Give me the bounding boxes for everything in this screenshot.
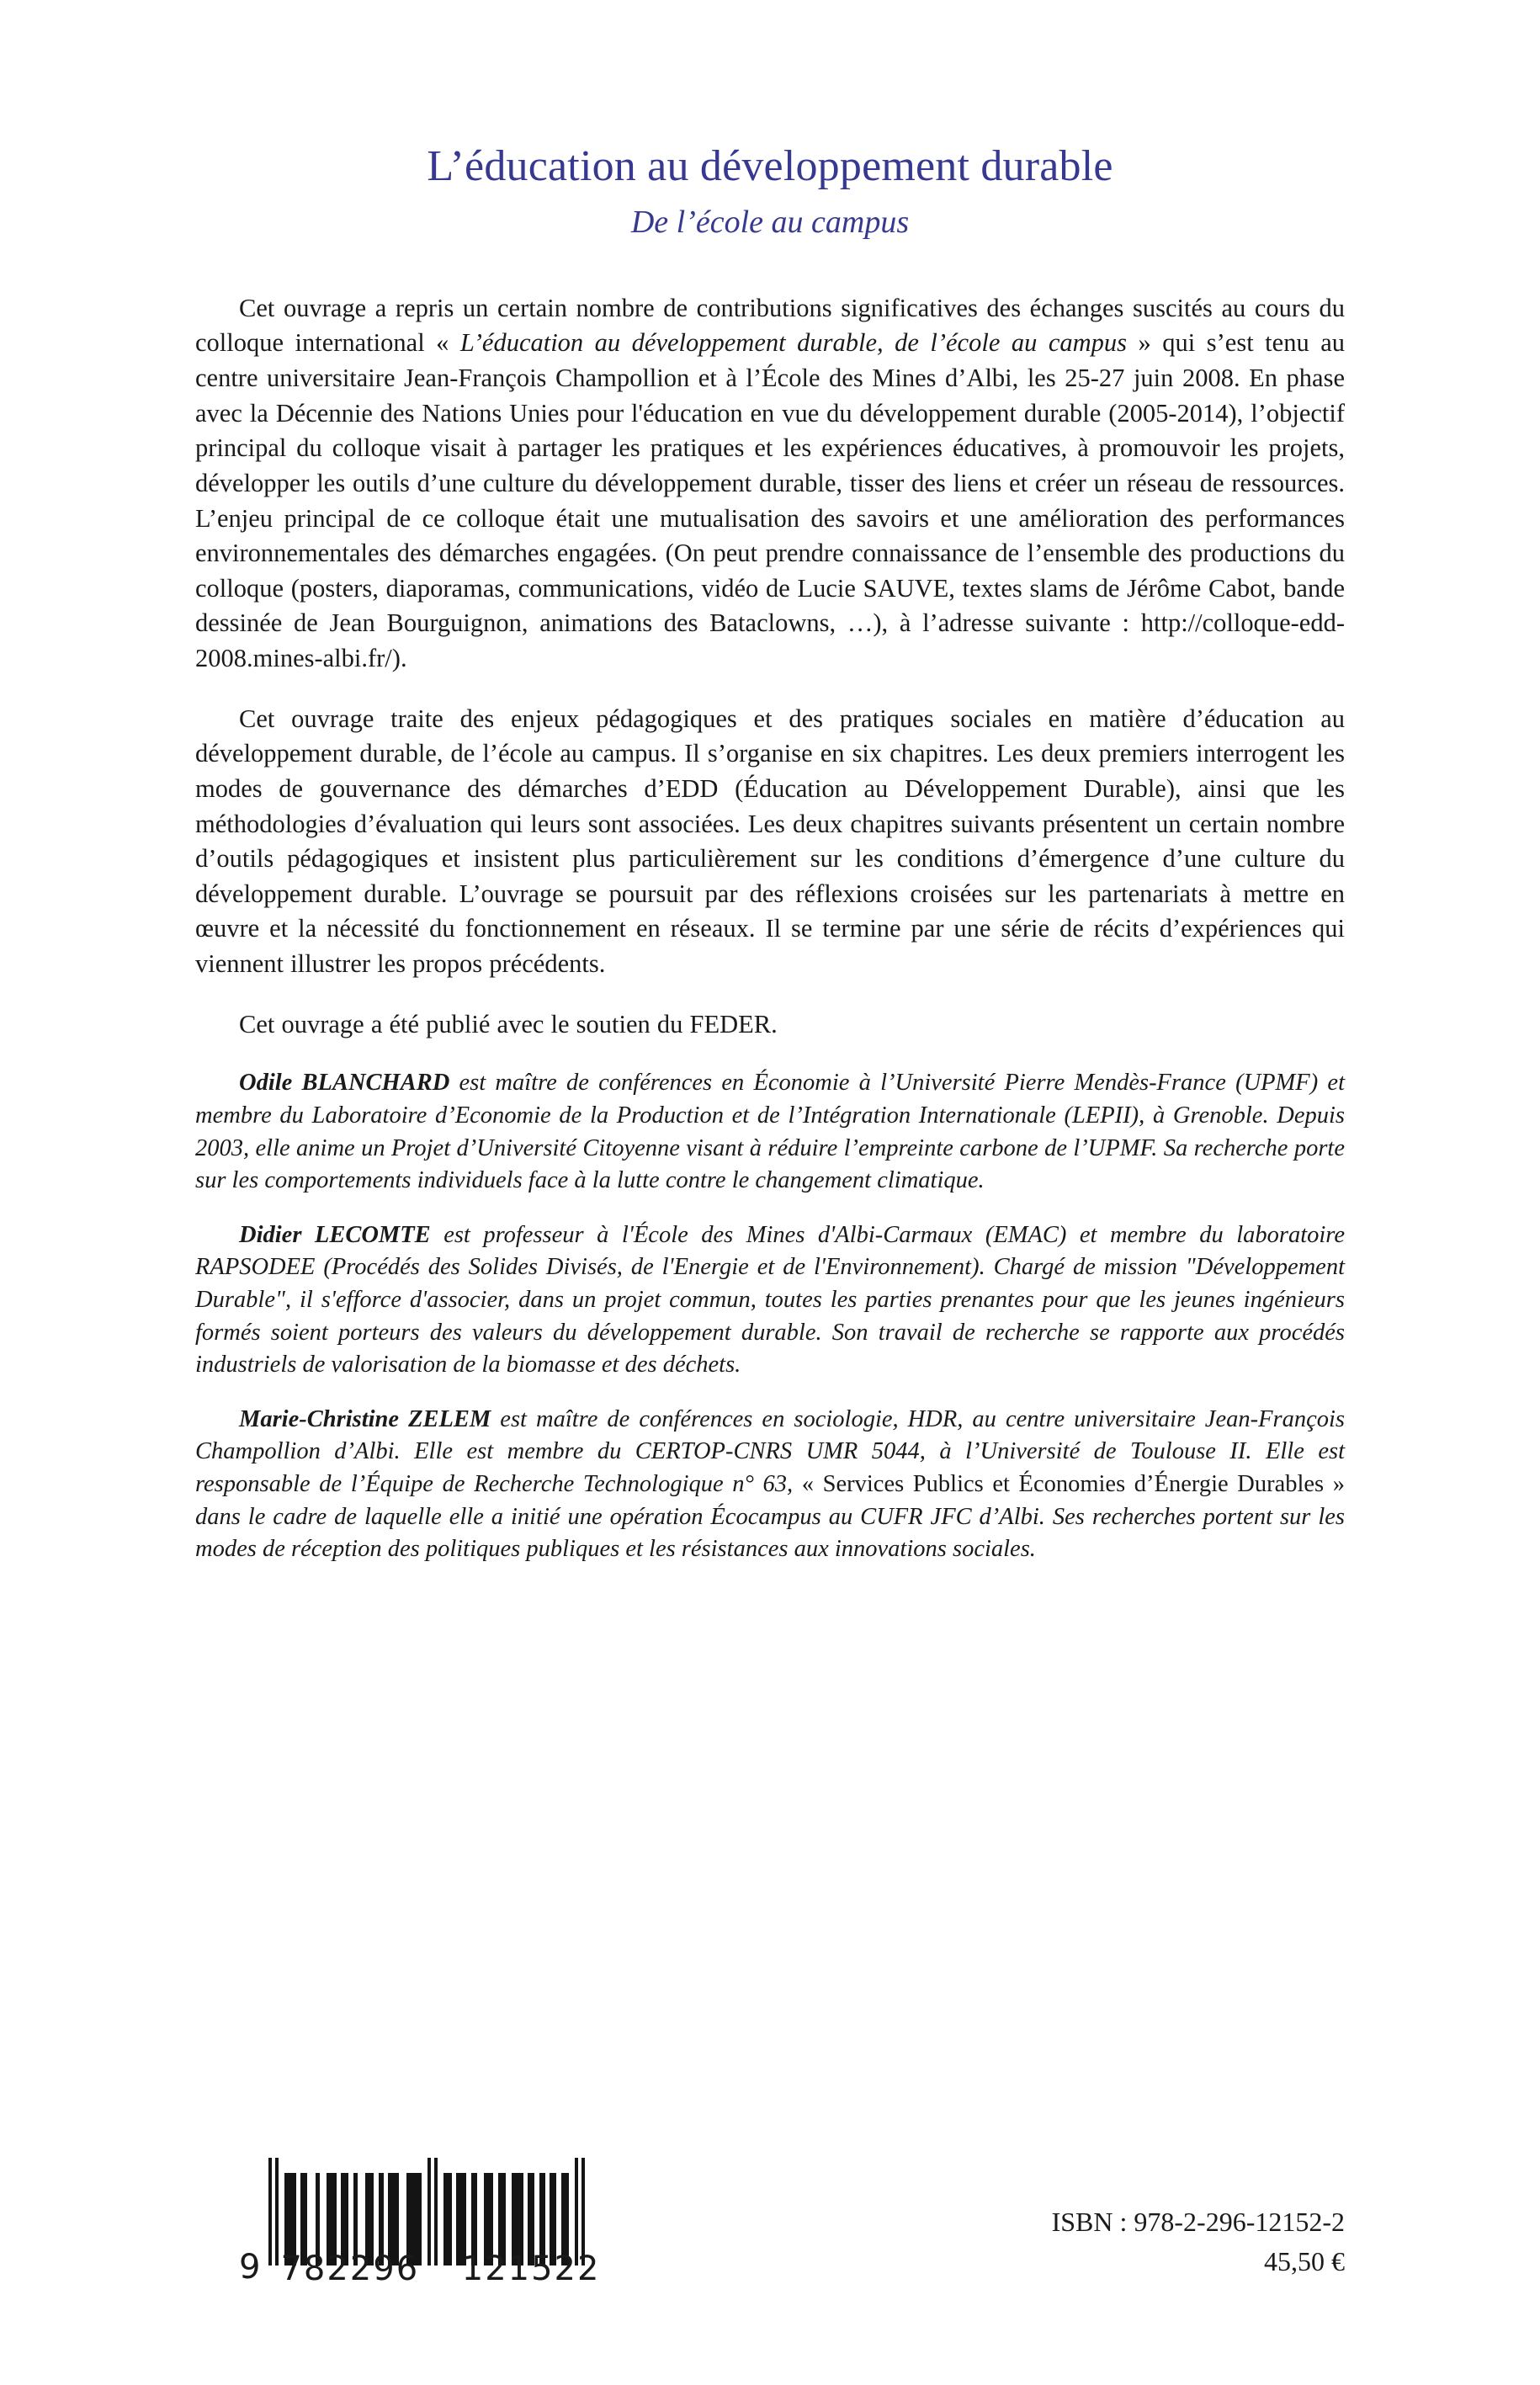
barcode-right-group: 121522: [461, 2250, 601, 2288]
barcode-lead-digit: 9: [239, 2248, 261, 2287]
author-bio-text-blanchard: est maître de conférences en Économie à l’Université Pierre Mendès-France (UPMF) et membre du Laboratoire d’Economie de la Production et de l’Intégration Internationale (LEPII), à Grenoble. Depuis 2003, elle anime un Projet d’Université Citoyenne visant à réduire l’empreinte carbone de l’UPMF. Sa recherche porte sur les comportements individuels face à la lutte contre le changement climatique.: [195, 1070, 1345, 1194]
title-block: [195, 0, 1345, 241]
author-bio-zelem: [195, 1404, 1345, 1566]
cover-footer: [195, 2158, 1345, 2286]
barcode-body: [268, 2158, 603, 2286]
author-bio-text-lecomte: est professeur à l'École des Mines d'Albi-Carmaux (EMAC) et membre du laboratoire RAPSODEE (Procédés des Solides Divisés, de l'Energie et de l'Environnement). Chargé de mission "Développement Durable", il s'efforce d'associer, dans un projet commun, toutes les parties prenantes pour que les jeunes ingénieurs formés soient porteurs des valeurs du développement durable. Son travail de recherche se rapporte aux procédés industriels de valorisation de la biomasse et des déchets.: [195, 1221, 1345, 1378]
barcode-left-group: 782296: [280, 2250, 420, 2288]
price-label: 45,50 €: [1264, 2245, 1345, 2276]
funding-note: Cet ouvrage a été publié avec le soutien du FEDER.: [239, 1009, 778, 1038]
author-bio-lecomte: [195, 1219, 1345, 1382]
page-subtitle: De l’école au campus: [630, 204, 910, 240]
isbn-price-block: [1052, 2202, 1345, 2286]
barcode: [195, 2158, 603, 2286]
blurb-p1-rest: » qui s’est tenu au centre universitaire Jean-François Champollion et à l’École des Mines d’Albi, les 25-27 juin 2008. En phase avec la Décennie des Nations Unies pour l'éducation en vue du développement durable (2005-2014), l’objectif principal du colloque visait à partager les pratiques et les expériences éducatives, à promouvoir les projets, développer les outils d’une culture du développement durable, tisser des liens et créer un réseau de ressources. L’enjeu principal de ce colloque était une mutualisation des savoirs et une amélioration des performances environnementales des démarches engagées. (On peut prendre connaissance de l’ensemble des productions du colloque (posters, diaporamas, communications, vidéo de Lucie SAUVE, textes slams de Jérôme Cabot, bande dessinée de Jean Bourguignon, animations des Bataclowns, …), à l’adresse suivante : http://colloque-edd-2008.mines-albi.fr/).: [195, 328, 1345, 673]
page-title: L’éducation au développement durable: [427, 142, 1113, 190]
author-bio-blanchard: [195, 1067, 1345, 1197]
author-name-blanchard: Odile BLANCHARD: [239, 1070, 450, 1097]
research-team-quoted-name: « Services Publics et Économies d’Énergie Durables »: [801, 1471, 1345, 1497]
blurb-section: [195, 291, 1345, 1566]
author-name-lecomte: Didier LECOMTE: [239, 1221, 431, 1248]
blurb-paragraph-2: Cet ouvrage traite des enjeux pédagogiques et des pratiques sociales en matière d’éducation au développement durable, de l’école au campus. Il s’organise en six chapitres. Les deux premiers interrogent les modes de gouvernance des démarches d’EDD (Éducation au Développement Durable), ainsi que les méthodologies d’évaluation qui leurs sont associées. Les deux chapitres suivants présentent un certain nombre d’outils pédagogiques et insistent plus particulièrement sur les conditions d’émergence d’une culture du développement durable. L’ouvrage se poursuit par des réflexions croisées sur les partenariats à mettre en œuvre et la nécessité du fonctionnement en réseaux. Il se termine par une série de récits d’expériences qui viennent illustrer les propos précédents.: [195, 704, 1345, 979]
author-bio-text-zelem-part1: est maître de conférences en sociologie, HDR, au centre universitaire Jean-François Champollion d’Albi. Elle est membre du CERTOP-CNRS UMR 5044, à l’Université de Toulouse II. Elle est responsable de l’Équipe de Recherche Technologique n° 63,: [195, 1405, 1345, 1497]
colloquium-title: L’éducation au développement durable, de l’école au campus: [459, 328, 1128, 358]
author-bio-text-zelem-part2: dans le cadre de laquelle elle a initié une opération Écocampus au CUFR JFC d’Albi. Ses recherches portent sur les modes de réception des politiques publiques et les résistances aux innovations sociales.: [195, 1503, 1345, 1563]
isbn-label: ISBN : 978-2-296-12152-2: [1051, 2207, 1345, 2238]
blurb-p1-lead: Cet ouvrage a repris un certain nombre de contributions significatives des échanges suscités au cours du colloque international «: [195, 293, 1345, 358]
author-name-zelem: Marie-Christine ZELEM: [239, 1405, 491, 1432]
blurb-paragraph-1: [195, 291, 1345, 677]
